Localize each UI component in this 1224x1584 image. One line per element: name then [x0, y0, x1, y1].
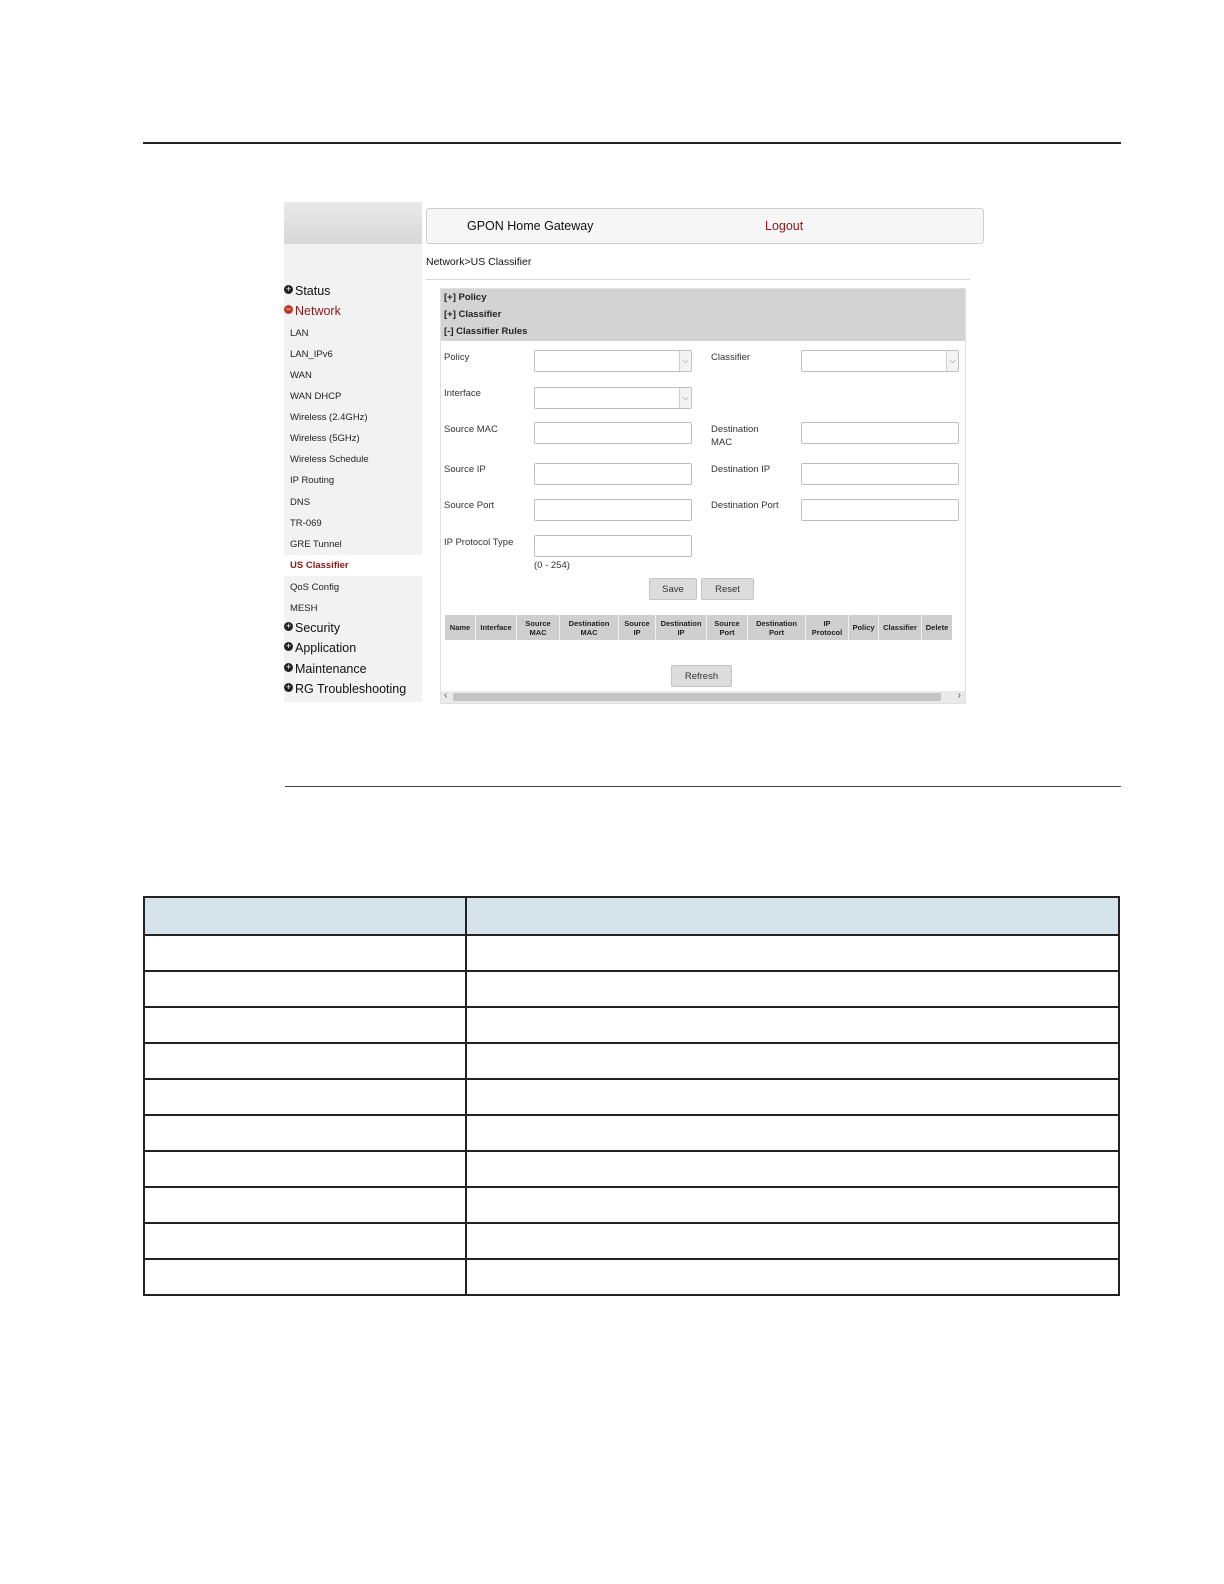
destination-mac-input[interactable] — [801, 422, 959, 444]
table-cell — [144, 1223, 466, 1259]
scroll-right-icon[interactable]: › — [957, 690, 961, 701]
save-button[interactable]: Save — [649, 578, 697, 600]
table-header-destination-port: Destination Port — [748, 615, 806, 640]
plus-icon: + — [285, 621, 292, 631]
sidebar-item-wireless-schedule[interactable]: Wireless Schedule — [290, 454, 369, 465]
sidebar — [284, 202, 422, 702]
table-cell — [466, 1151, 1119, 1187]
sidebar-item-wan-dhcp[interactable]: WAN DHCP — [290, 391, 342, 402]
table-cell — [144, 935, 466, 971]
reset-button[interactable]: Reset — [701, 578, 754, 600]
source-port-label: Source Port — [444, 500, 495, 511]
sidebar-item-dns[interactable]: DNS — [290, 497, 311, 508]
page-top-rule — [143, 142, 1121, 144]
scrollbar-thumb[interactable] — [453, 693, 941, 701]
source-mac-label: Source MAC — [444, 424, 498, 435]
classifier-label: Classifier — [711, 352, 751, 363]
table-cell — [466, 1187, 1119, 1223]
table-row — [144, 935, 1119, 971]
content-panel — [440, 288, 966, 704]
table-cell — [144, 1079, 466, 1115]
destination-mac-label: Destination MAC — [711, 424, 759, 448]
sidebar-item-status[interactable]: + Status — [285, 284, 331, 298]
scroll-left-icon[interactable]: ‹ — [444, 690, 448, 701]
policy-label: Policy — [444, 352, 470, 363]
chevron-down-icon: ⌵ — [946, 351, 958, 371]
sidebar-item-wireless-5ghz[interactable]: Wireless (5GHz) — [290, 433, 360, 444]
sidebar-item-network[interactable]: − Network — [285, 304, 341, 318]
plus-icon: + — [285, 682, 292, 692]
refresh-button[interactable]: Refresh — [671, 665, 732, 687]
sidebar-item-maintenance[interactable]: + Maintenance — [285, 662, 367, 676]
sidebar-item-mesh[interactable]: MESH — [290, 603, 318, 614]
table-cell — [466, 1259, 1119, 1295]
section-headers — [441, 289, 965, 341]
destination-ip-label: Destination IP — [711, 464, 771, 475]
chevron-down-icon: ⌵ — [679, 351, 691, 371]
table-header-policy: Policy — [849, 615, 879, 640]
section-classifier-toggle[interactable]: [+] Classifier — [444, 309, 502, 320]
table-header-source-mac: Source MAC — [517, 615, 560, 640]
minus-icon: − — [285, 304, 292, 314]
breadcrumb-divider — [426, 279, 970, 280]
policy-select[interactable] — [534, 350, 692, 372]
table-row — [144, 1043, 1119, 1079]
sidebar-item-qos-config[interactable]: QoS Config — [290, 582, 340, 593]
app-title: GPON Home Gateway — [467, 219, 594, 233]
doc-table-header-field — [144, 897, 466, 935]
plus-icon: + — [285, 662, 292, 672]
sidebar-item-application[interactable]: + Application — [285, 641, 357, 655]
interface-select[interactable] — [534, 387, 692, 409]
sidebar-item-gre-tunnel[interactable]: GRE Tunnel — [290, 539, 342, 550]
gateway-screenshot — [284, 202, 986, 702]
source-mac-input[interactable] — [534, 422, 692, 444]
section-classifier-rules-toggle[interactable]: [-] Classifier Rules — [444, 326, 528, 337]
sidebar-item-tr-069[interactable]: TR-069 — [290, 518, 322, 529]
table-header-destination-ip: Destination IP — [656, 615, 707, 640]
table-row — [144, 1223, 1119, 1259]
ip-protocol-range-hint: (0 - 254) — [534, 560, 570, 571]
table-header-source-port: Source Port — [707, 615, 748, 640]
table-cell — [466, 1115, 1119, 1151]
table-cell — [144, 1043, 466, 1079]
sidebar-item-lan-ipv6[interactable]: LAN_IPv6 — [290, 349, 333, 360]
table-cell — [466, 935, 1119, 971]
horizontal-scrollbar[interactable] — [441, 691, 965, 703]
caption-rule — [285, 786, 1121, 787]
classifier-rules-table — [445, 615, 952, 640]
table-cell — [466, 1079, 1119, 1115]
table-cell — [466, 971, 1119, 1007]
table-row — [144, 1007, 1119, 1043]
sidebar-item-lan[interactable]: LAN — [290, 328, 309, 339]
breadcrumb: Network>US Classifier — [426, 256, 532, 268]
table-cell — [144, 1151, 466, 1187]
sidebar-item-security[interactable]: + Security — [285, 621, 341, 635]
table-header-interface: Interface — [476, 615, 517, 640]
table-header-delete: Delete — [925, 623, 949, 632]
sidebar-item-wireless-24ghz[interactable]: Wireless (2.4GHz) — [290, 412, 368, 423]
table-cell — [144, 1187, 466, 1223]
classifier-select[interactable] — [801, 350, 959, 372]
table-row — [144, 1115, 1119, 1151]
ip-protocol-type-label: IP Protocol Type — [444, 537, 514, 548]
sidebar-item-us-classifier[interactable]: US Classifier — [290, 560, 349, 571]
table-cell — [466, 1043, 1119, 1079]
table-header-name: Name — [445, 615, 476, 640]
table-row — [144, 1259, 1119, 1295]
sidebar-item-wan[interactable]: WAN — [290, 370, 312, 381]
destination-ip-input[interactable] — [801, 463, 959, 485]
table-cell — [466, 1007, 1119, 1043]
source-ip-input[interactable] — [534, 463, 692, 485]
table-header-classifier: Classifier — [879, 615, 922, 640]
table-cell — [466, 1223, 1119, 1259]
sidebar-item-rg-troubleshooting[interactable]: + RG Troubleshooting — [285, 682, 407, 696]
table-cell — [144, 1007, 466, 1043]
table-cell — [144, 971, 466, 1007]
description-table — [143, 896, 1120, 1296]
doc-table-header-description — [466, 897, 1119, 935]
sidebar-item-ip-routing[interactable]: IP Routing — [290, 475, 335, 486]
table-header-destination-mac: Destination MAC — [560, 615, 619, 640]
source-ip-label: Source IP — [444, 464, 486, 475]
interface-label: Interface — [444, 388, 481, 399]
table-header-ip-protocol: IP Protocol — [806, 615, 849, 640]
header-bar — [426, 208, 984, 244]
logout-link[interactable]: Logout — [765, 219, 804, 233]
table-row — [144, 1151, 1119, 1187]
section-policy-toggle[interactable]: [+] Policy — [444, 292, 487, 303]
destination-port-label: Destination Port — [711, 500, 779, 511]
table-row — [144, 971, 1119, 1007]
plus-icon: + — [285, 284, 292, 294]
ip-protocol-type-input[interactable] — [534, 535, 692, 557]
table-cell — [144, 1259, 466, 1295]
plus-icon: + — [285, 641, 292, 651]
table-header-source-ip: Source IP — [619, 615, 656, 640]
table-row — [144, 1187, 1119, 1223]
source-port-input[interactable] — [534, 499, 692, 521]
table-row — [144, 1079, 1119, 1115]
chevron-down-icon: ⌵ — [679, 388, 691, 408]
sidebar-logo-area — [284, 202, 422, 244]
table-cell — [144, 1115, 466, 1151]
destination-port-input[interactable] — [801, 499, 959, 521]
